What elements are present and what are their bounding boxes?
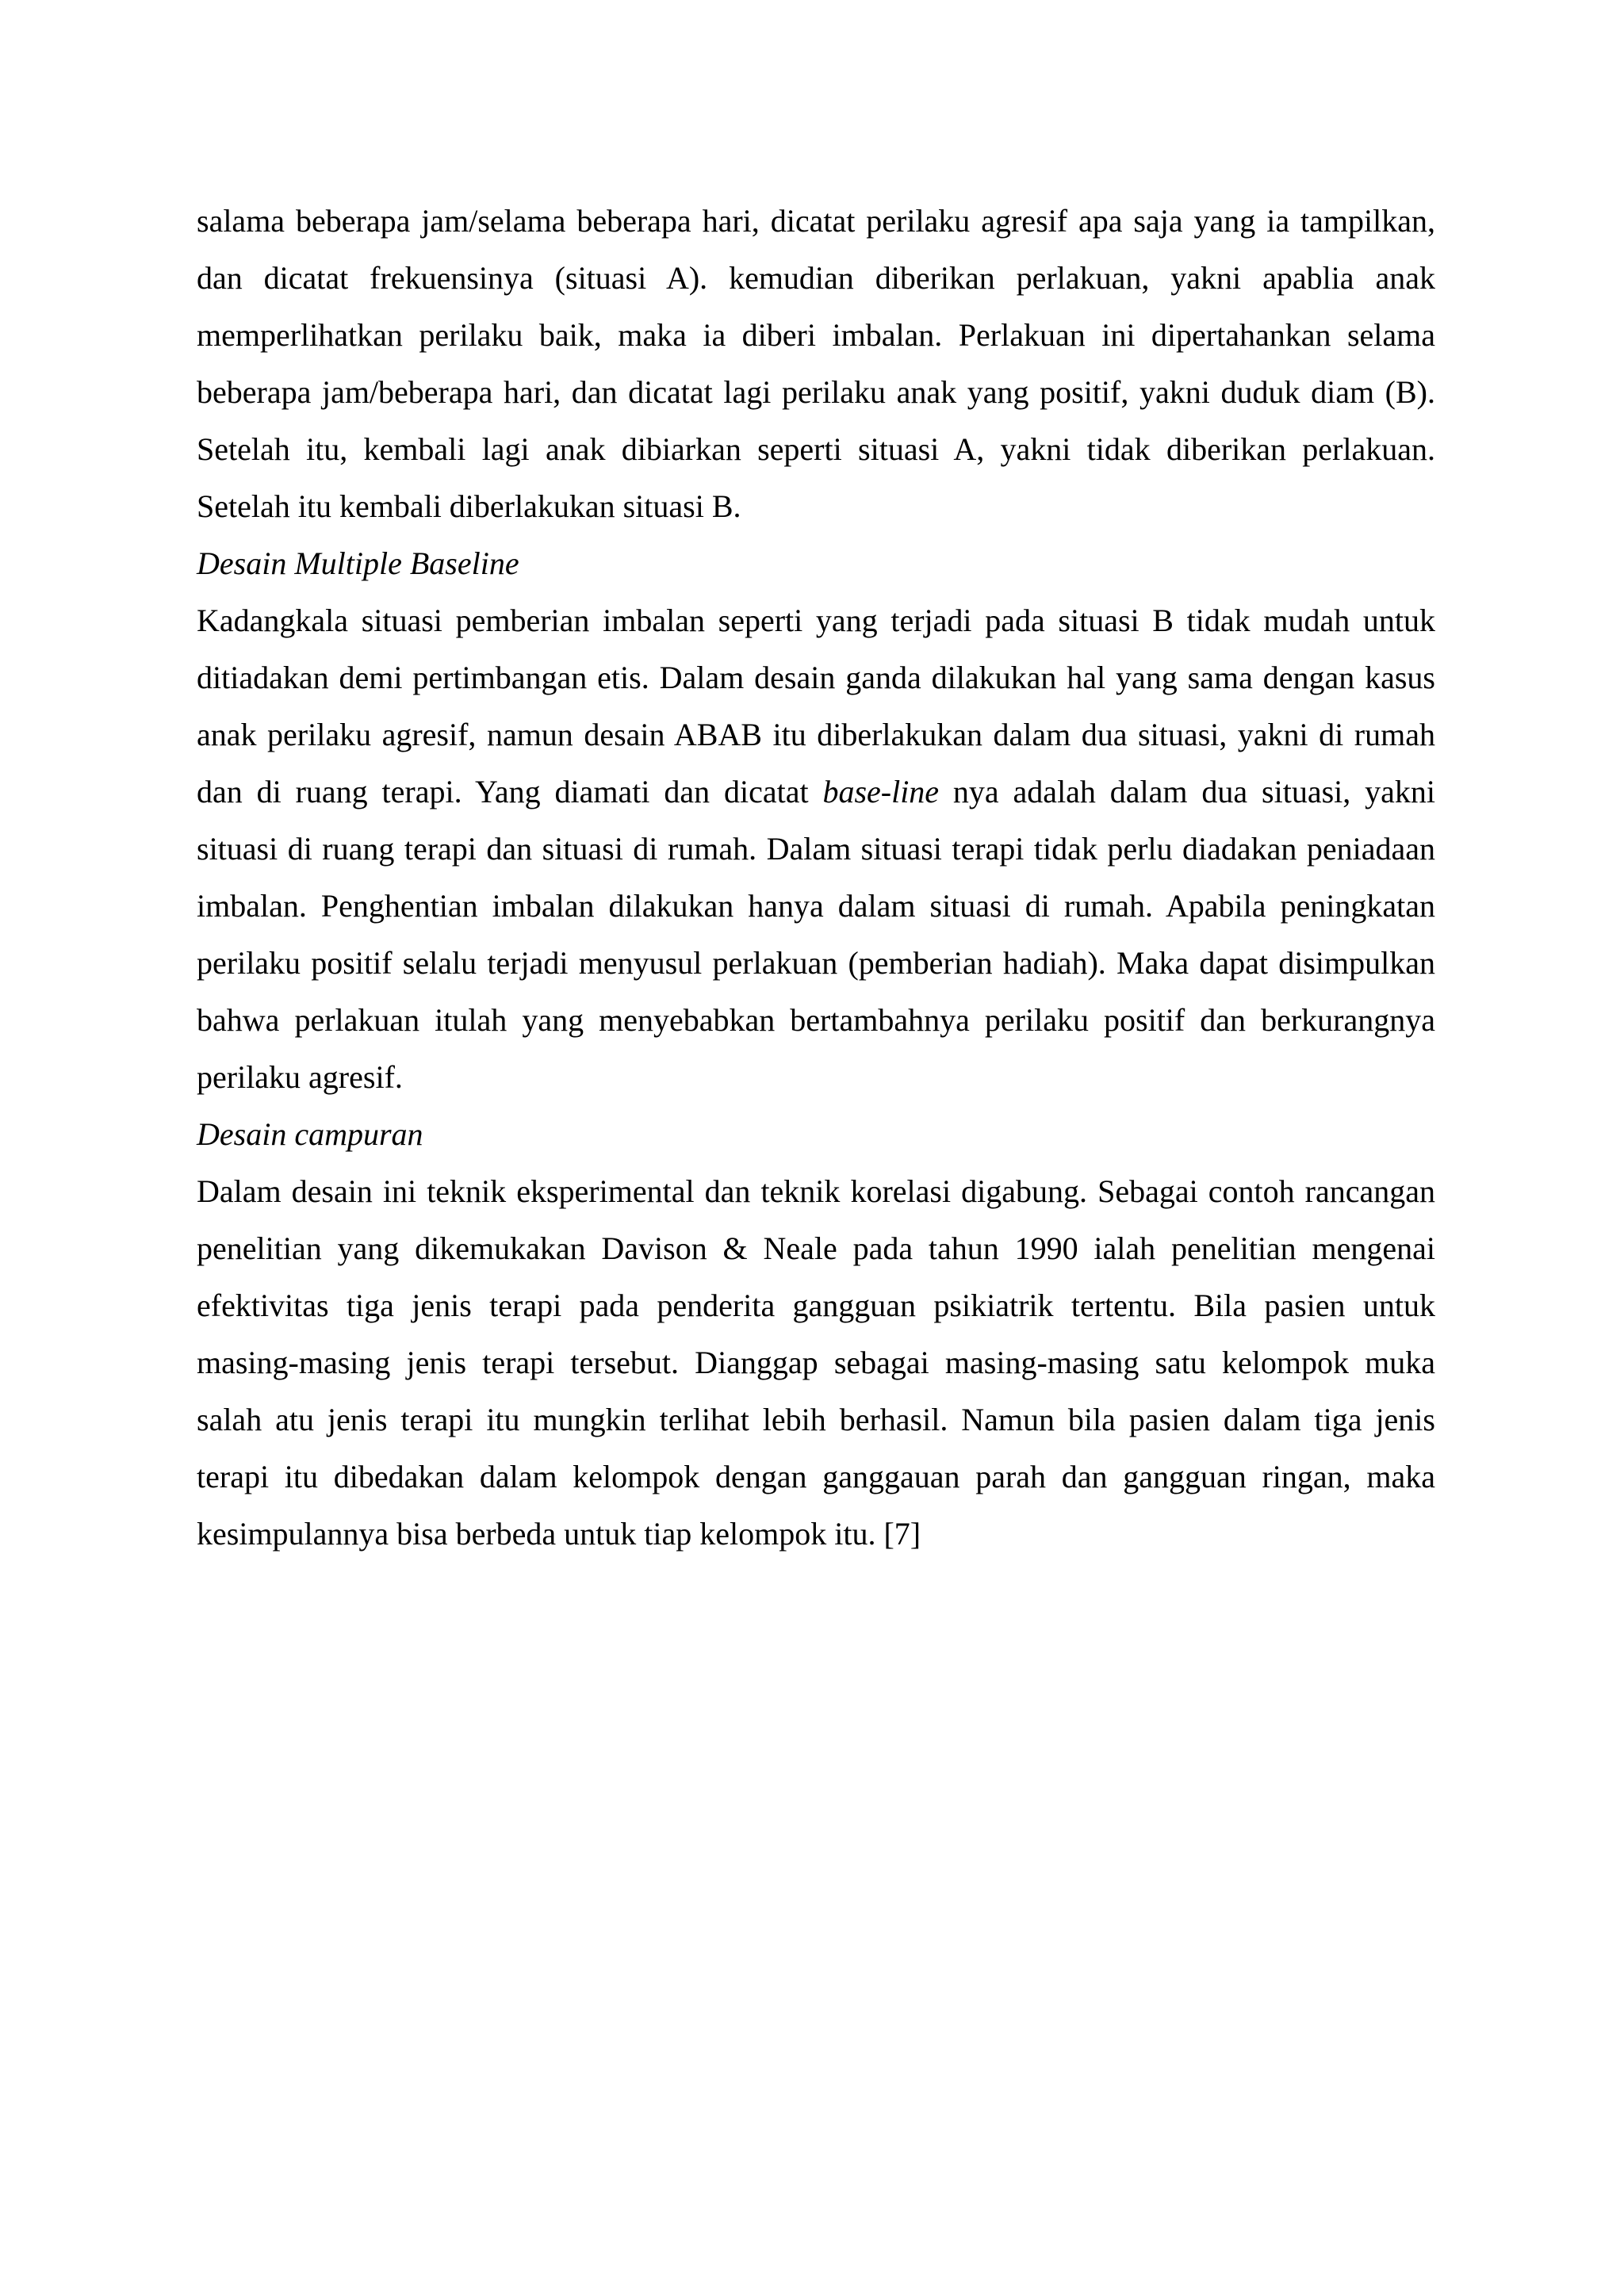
paragraph-desain-campuran: Dalam desain ini teknik eksperimental dan teknik korelasi digabung. Sebagai contoh rancangan penelitian yang dikemukakan Davison & Neale pada tahun 1990 ialah penelitian mengenai efektivitas tiga jenis terapi pada penderita gangguan psikiatrik tertentu. Bila pasien untuk masing-masing jenis terapi tersebut. Dianggap sebagai masing-masing satu kelompok muka salah atu jenis terapi itu mungkin terlihat lebih berhasil. Namun bila pasien dalam tiga jenis terapi itu dibedakan dalam kelompok dengan ganggauan parah dan gangguan ringan, maka kesimpulannya bisa berbeda untuk tiap kelompok itu. [7] xyxy=(197,1173,1435,1552)
paragraph-multiple-baseline-text-start: Kadangkala situasi pemberian imbalan seperti yang terjadi pada situasi B tidak mudah untuk ditiadakan demi pertimbangan etis. Dalam desain ganda dilakukan hal yang sama dengan kasus anak perilaku agresif, namun desain ABAB itu diberlakukan dalam dua situasi, yakni di rumah dan di ruang terapi. Yang diamati dan dicatat xyxy=(197,603,1435,809)
term-base-line: base-line xyxy=(822,774,940,809)
paragraph-aggressive-behavior: salama beberapa jam/selama beberapa hari, dicatat perilaku agresif apa saja yang ia tampilkan, dan dicatat frekuensinya (situasi A). kemudian diberikan perlakuan, yakni apablia anak memperlihatkan perilaku baik, maka ia diberi imbalan. Perlakuan ini dipertahankan selama beberapa jam/beberapa hari, dan dicatat lagi perilaku anak yang positif, yakni duduk diam (B). Setelah itu, kembali lagi anak dibiarkan seperti situasi A, yakni tidak diberikan perlakuan. Setelah itu kembali diberlakukan situasi B. xyxy=(197,203,1435,524)
paragraph-multiple-baseline-text-end: nya adalah dalam dua situasi, yakni situasi di ruang terapi dan situasi di rumah. Dalam situasi terapi tidak perlu diadakan peniadaan imbalan. Penghentian imbalan dilakukan hanya dalam situasi di rumah. Apabila peningkatan perilaku positif selalu terjadi menyusul perlakuan (pemberian hadiah). Maka dapat disimpulkan bahwa perlakuan itulah yang menyebabkan bertambahnya perilaku positif dan berkurangnya perilaku agresif. xyxy=(197,774,1435,1095)
heading-desain-campuran: Desain campuran xyxy=(197,1116,423,1152)
heading-multiple-baseline: Desain Multiple Baseline xyxy=(197,545,519,581)
document-body xyxy=(197,193,1435,1563)
paragraph-multiple-baseline xyxy=(197,592,1435,1106)
